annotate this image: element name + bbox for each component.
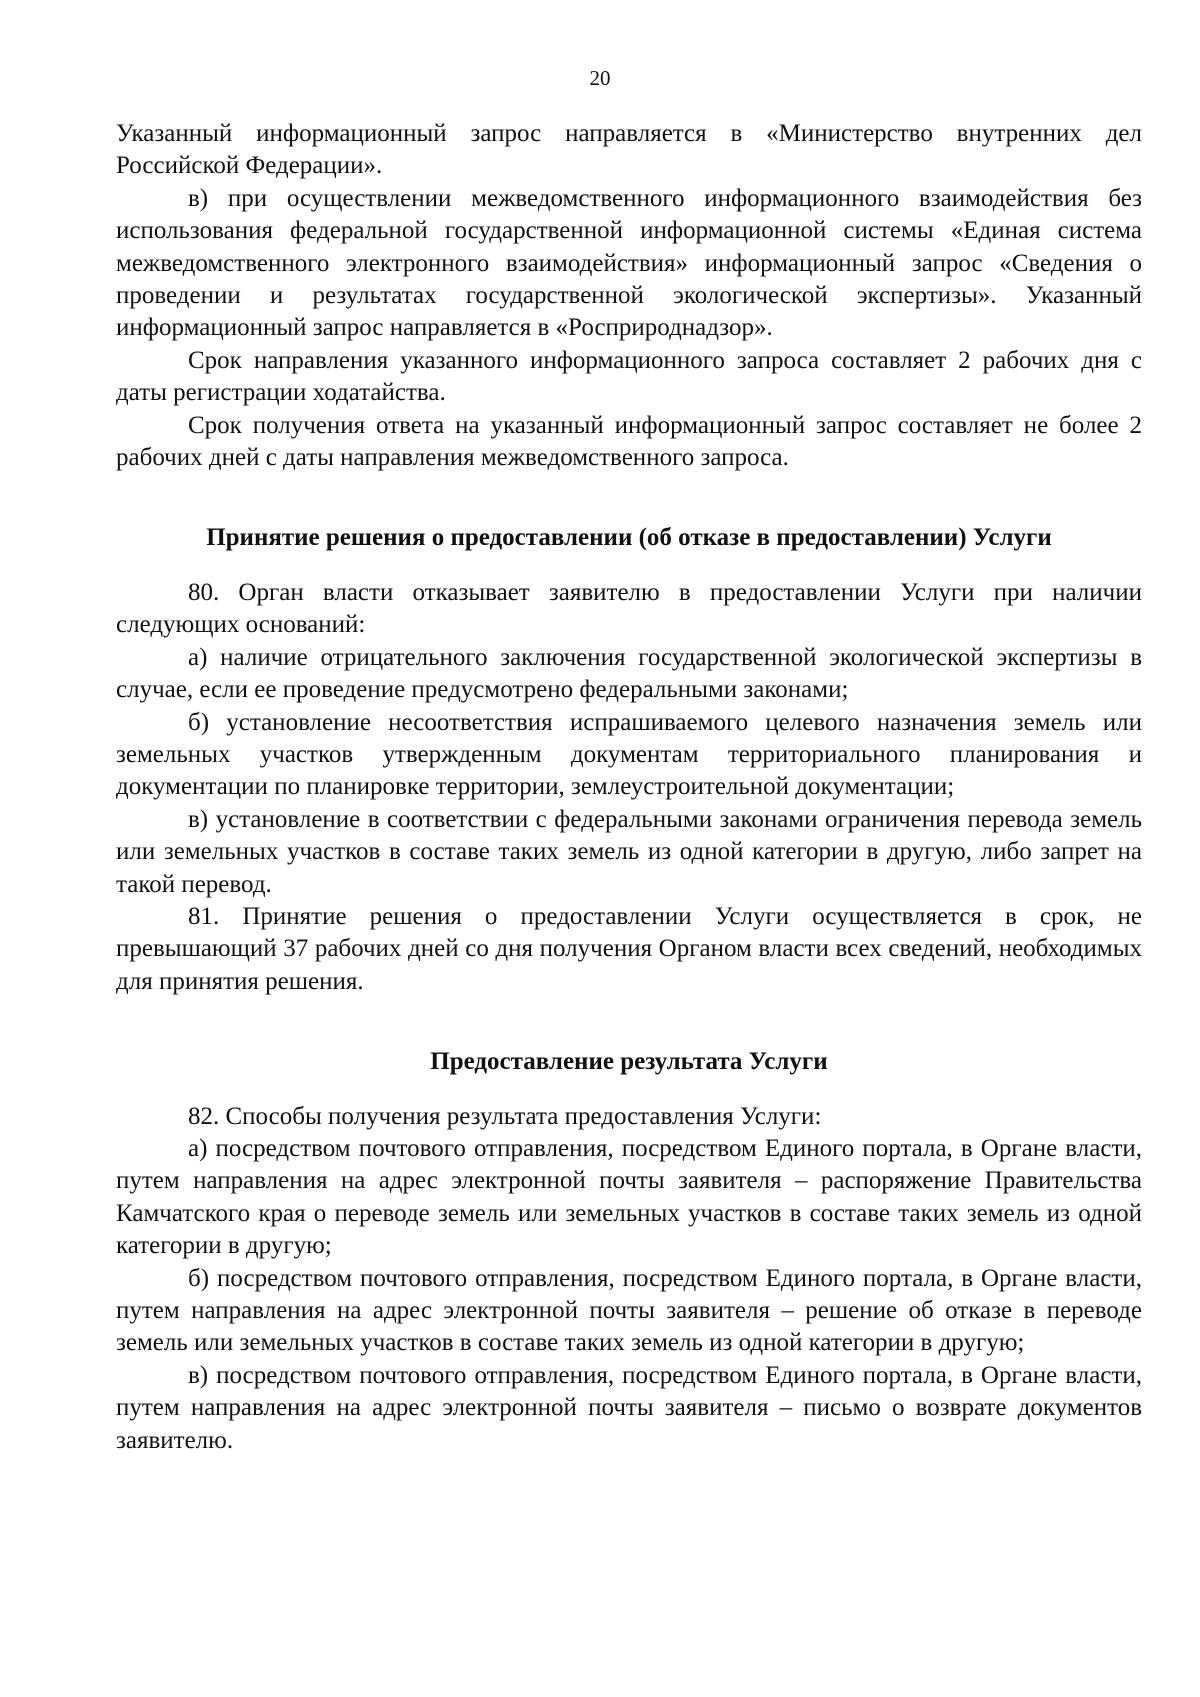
paragraph: а) наличие отрицательного заключения государственной экологической экспертизы в случае, если ее проведение предусмотрено федеральными законами;	[116, 643, 1142, 704]
paragraph: Срок направления указанного информационного запроса составляет 2 рабочих дня с даты регистрации ходатайства.	[116, 346, 1142, 407]
paragraph: в) при осуществлении межведомственного информационного взаимодействия без использования федеральной государственной информационной системы «Единая система межведомственного электронного взаимодействия» информационный запрос «Сведения о проведении и результатах государственной экологической экспертизы». Указанный информационный запрос направляется в «Росприроднадзор».	[116, 184, 1142, 342]
paragraph: в) посредством почтового отправления, посредством Единого портала, в Органе власти, путем направления на адрес электронной почты заявителя – письмо о возврате документов заявителю.	[116, 1361, 1142, 1454]
paragraph: в) установление в соответствии с федеральными законами ограничения перевода земель или земельных участков в составе таких земель из одной категории в другую, либо запрет на такой перевод.	[116, 805, 1142, 898]
paragraph: 81. Принятие решения о предоставлении Услуги осуществляется в срок, не превышающий 37 рабочих дней со дня получения Органом власти всех сведений, необходимых для принятия решения.	[116, 902, 1142, 995]
paragraph: а) посредством почтового отправления, посредством Единого портала, в Органе власти, путем направления на адрес электронной почты заявителя – распоряжение Правительства Камчатского края о переводе земель или земельных участков в составе таких земель из одной категории в другую;	[116, 1134, 1142, 1260]
paragraph: 80. Орган власти отказывает заявителю в предоставлении Услуги при наличии следующих оснований:	[116, 578, 1142, 639]
document-body	[116, 118, 1142, 1457]
section-heading: Принятие решения о предоставлении (об отказе в предоставлении) Услуги	[206, 524, 1052, 552]
paragraph: б) посредством почтового отправления, посредством Единого портала, в Органе власти, путем направления на адрес электронной почты заявителя – решение об отказе в переводе земель или земельных участков в составе таких земель из одной категории в другую;	[116, 1264, 1142, 1357]
paragraph: Указанный информационный запрос направляется в «Министерство внутренних дел Российской Федерации».	[116, 120, 1142, 180]
page-number: 20	[589, 66, 611, 90]
paragraph: б) установление несоответствия испрашиваемого целевого назначения земель или земельных участков утвержденным документам территориального планирования и документации по планировке территории, землеустроительной документации;	[116, 708, 1142, 801]
section-heading: Предоставление результата Услуги	[430, 1048, 828, 1076]
paragraph: 82. Способы получения результата предоставления Услуги:	[188, 1102, 822, 1130]
paragraph: Срок получения ответа на указанный информационный запрос составляет не более 2 рабочих дней с даты направления межведомственного запроса.	[116, 411, 1142, 472]
